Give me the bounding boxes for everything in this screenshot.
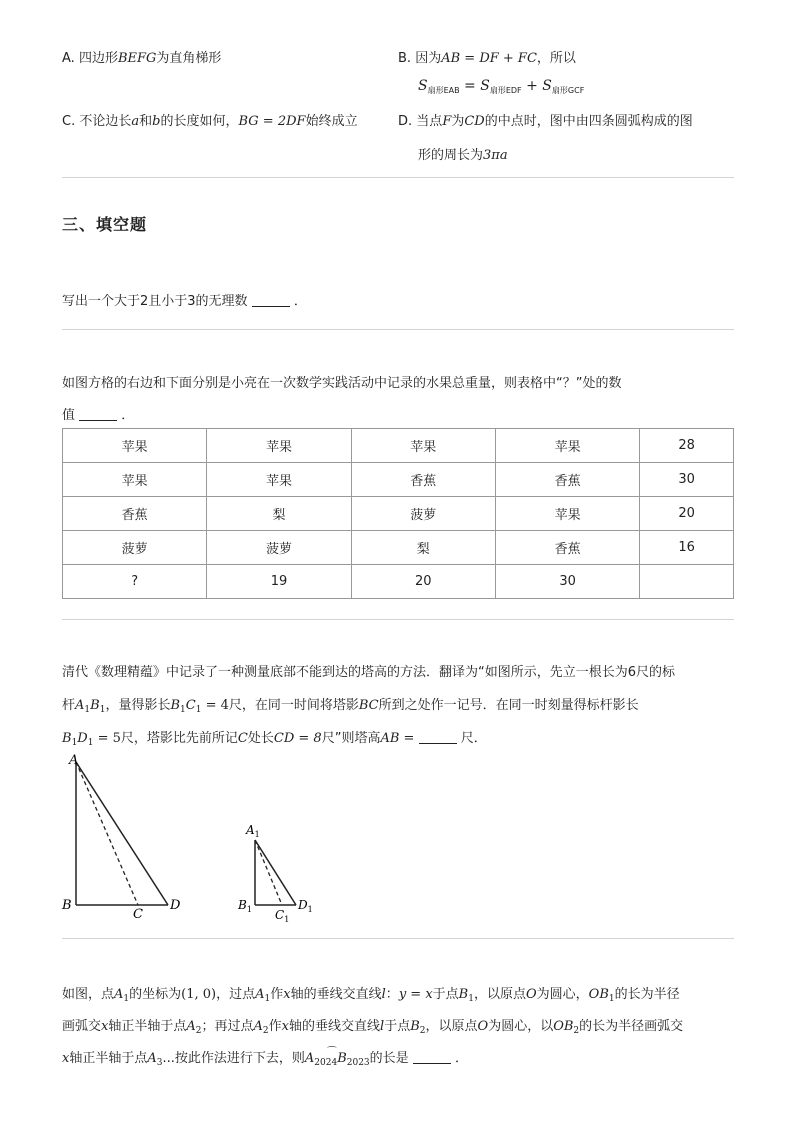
table-cell: 香蕉 — [351, 463, 495, 497]
tower-shadow-figure — [60, 752, 330, 922]
table-cell: 苹果 — [63, 463, 207, 497]
table-cell — [640, 565, 734, 599]
question-4-line3: x轴正半轴于点$A_3$...按此作法进行下去，则 ⌒ $A_{2024}B_{2023}$的长是 ． — [62, 1047, 468, 1068]
table-cell: 28 — [640, 429, 734, 463]
label-c: C — [133, 907, 143, 922]
label-a: A — [69, 753, 79, 768]
answer-blank[interactable] — [413, 1051, 451, 1064]
question-3-line3: $B_1D_1 = 5$尺，塔影比先前所记C处长CD = 8尺”则塔高AB = 尺． — [62, 731, 487, 748]
divider — [62, 938, 734, 939]
table-row — [63, 497, 734, 531]
table-cell: ? — [63, 565, 207, 599]
option-b-formula: $S_{扇形EAB} = S_{扇形EDF} + S_{扇形GCF}$ — [418, 78, 585, 95]
table-cell: 苹果 — [351, 429, 495, 463]
table-cell: 苹果 — [207, 429, 351, 463]
table-cell: 香蕉 — [63, 497, 207, 531]
table-cell: 20 — [351, 565, 495, 599]
table-cell: 梨 — [207, 497, 351, 531]
table-cell: 菠萝 — [351, 497, 495, 531]
table-row — [63, 565, 734, 599]
answer-blank[interactable] — [79, 408, 117, 421]
arc-notation: ⌒ $A_{2024}B_{2023}$ — [305, 1051, 370, 1068]
question-2-line2: 值 ． — [62, 408, 135, 423]
answer-blank[interactable] — [252, 294, 290, 307]
option-d-line2: 形的周长为3πa — [418, 148, 508, 163]
divider — [62, 619, 734, 620]
table-cell: 20 — [640, 497, 734, 531]
question-3-line1: 清代《数理精蕴》中记录了一种测量底部不能到达的塔高的方法．翻译为“如图所示，先立一根长为6尺的标 — [62, 665, 676, 680]
label-b1: $B_1$ — [238, 898, 252, 914]
ray-line-ad — [76, 762, 168, 905]
table-cell: 苹果 — [207, 463, 351, 497]
question-4-line2: 画弧交x轴正半轴于点$A_2$；再过点$A_2$作x轴的垂线交直线l于点$B_2$，以原点O为圆心，以$OB_2$的长为半径画弧交 — [62, 1019, 684, 1036]
fruit-weight-table — [62, 428, 734, 599]
table-cell: 30 — [640, 463, 734, 497]
option-d[interactable]: D. 当点F为CD的中点时，图中由四条圆弧构成的图 — [398, 114, 693, 129]
label-c1: $C_1$ — [275, 908, 290, 922]
divider — [62, 177, 734, 178]
ray-line-a1d1 — [255, 840, 296, 905]
table-row — [63, 531, 734, 565]
label-d1: $D_1$ — [298, 898, 313, 914]
option-c[interactable]: C. 不论边长a和b的长度如何，BG = 2DF始终成立 — [62, 114, 358, 129]
table-cell: 苹果 — [495, 429, 639, 463]
option-b[interactable]: B. 因为AB = DF + FC，所以 — [398, 51, 576, 66]
question-1: 写出一个大于2且小于3的无理数 ． — [62, 294, 307, 309]
question-4-line1: 如图，点$A_1$的坐标为(1, 0)，过点$A_1$作x轴的垂线交直线l：y = x于点$B_1$，以原点O为圆心，$OB_1$的长为半径 — [62, 987, 680, 1004]
table-cell: 苹果 — [495, 497, 639, 531]
table-row — [63, 429, 734, 463]
ray-line-a1c1 — [255, 840, 282, 905]
answer-blank[interactable] — [419, 731, 457, 744]
table-cell: 16 — [640, 531, 734, 565]
table-cell: 香蕉 — [495, 463, 639, 497]
arc-mark: ⌒ — [326, 1047, 337, 1058]
table-cell: 30 — [495, 565, 639, 599]
question-3-line2: 杆$A_1B_1$，量得影长$B_1C_1 = 4$尺，在同一时间将塔影BC所到之处作一记号．在同一时刻量得标杆影长 — [62, 698, 639, 715]
divider — [62, 329, 734, 330]
ray-line-ac — [76, 762, 138, 905]
table-cell: 菠萝 — [207, 531, 351, 565]
table-cell: 梨 — [351, 531, 495, 565]
label-a1: $A_1$ — [246, 823, 260, 839]
table-cell: 19 — [207, 565, 351, 599]
table-cell: 香蕉 — [495, 531, 639, 565]
question-2-line1: 如图方格的右边和下面分别是小亮在一次数学实践活动中记录的水果总重量，则表格中“？”处的数 — [62, 376, 622, 391]
option-a[interactable]: A. 四边形BEFG为直角梯形 — [62, 51, 222, 66]
label-b: B — [62, 898, 72, 913]
table-row — [63, 463, 734, 497]
table-cell: 苹果 — [63, 429, 207, 463]
section-title: 三、填空题 — [62, 215, 148, 234]
table-cell: 菠萝 — [63, 531, 207, 565]
label-d: D — [170, 898, 181, 913]
